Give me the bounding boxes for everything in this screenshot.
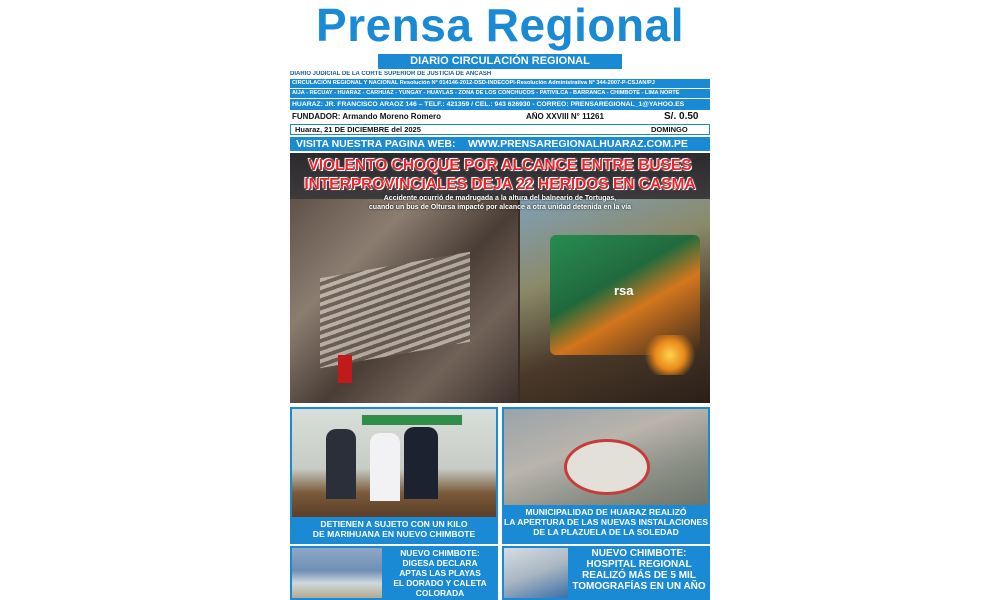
weekday-text: DOMINGO <box>651 125 688 134</box>
website-url[interactable]: WWW.PRENSAREGIONALHUARAZ.COM.PE <box>468 138 688 150</box>
date-row <box>290 124 710 135</box>
beaches-headline-line-4: EL DORADO Y CALETA <box>393 578 487 588</box>
hero-headline-line-2: INTERPROVINCIALES DEJA 22 HERIDOS EN CASMA <box>304 176 696 193</box>
masthead-subtitle: DIARIO CIRCULACIÓN REGIONAL <box>378 54 622 69</box>
crash-photo-left <box>290 195 518 403</box>
website-bar <box>290 137 710 151</box>
masthead-title: Prensa Regional <box>316 0 684 51</box>
beaches-headline-line-2: DIGESA DECLARA <box>402 558 478 568</box>
newspaper-front-page <box>288 0 712 600</box>
beaches-headline-line-1: NUEVO CHIMBOTE: <box>400 548 480 558</box>
circulation-bar: CIRCULACIÓN REGIONAL Y NACIONAL Resolución N° 014146-2012-DSD-INDECOPI-Resolución Administrativa N° 344-2007-P-CSJAN/PJ <box>290 79 710 88</box>
address-bar: HUARAZ: JR. FRANCISCO ARAOZ 146 – TELF.: 421359 / CEL.: 943 626930 - CORREO: PRENSAREGIONAL_1@YAHOO.ES <box>290 99 710 110</box>
plaza-aerial-photo <box>504 409 708 505</box>
beach-photo <box>292 548 382 598</box>
beaches-headline-line-5: COLORADA <box>415 588 465 598</box>
price: S/. 0.50 <box>664 112 699 122</box>
hospital-headline-line-2: HOSPITAL REGIONAL <box>586 559 692 570</box>
story-card-beaches[interactable] <box>290 546 498 600</box>
hospital-headline-line-1: NUEVO CHIMBOTE: <box>591 548 687 559</box>
story-card-hospital[interactable] <box>502 546 710 600</box>
hero-story[interactable] <box>290 153 710 403</box>
bus-brand-text: rsa <box>614 283 634 298</box>
website-label: VISITA NUESTRA PAGINA WEB: <box>296 138 456 150</box>
plaza-headline-line-1: MUNICIPALIDAD DE HUARAZ REALIZÓ <box>525 507 687 517</box>
hero-subhead-line-2: cuando un bus de Oltursa impactó por alcance a otra unidad detenida en la vía <box>368 204 632 211</box>
plaza-headline-line-2: LA APERTURA DE LAS NUEVAS INSTALACIONES <box>503 517 709 527</box>
arrest-headline-line-1: DETIENEN A SUJETO CON UN KILO <box>320 519 468 529</box>
arrest-photo <box>292 409 496 517</box>
founder-text: FUNDADOR: Armando Moreno Romero <box>292 112 442 121</box>
hero-headline-line-1: VIOLENTO CHOQUE POR ALCANCE ENTRE BUSES <box>308 157 692 174</box>
story-card-arrest[interactable] <box>290 407 498 544</box>
story-card-plaza[interactable] <box>502 407 710 544</box>
judicial-notice: DIARIO JUDICIAL DE LA CORTE SUPERIOR DE JUSTICIA DE ANCASH <box>290 71 492 77</box>
crash-photo-right <box>520 195 710 403</box>
hospital-photo <box>504 548 568 598</box>
date-text: Huaraz, 21 DE DICIEMBRE del 2025 <box>295 125 421 134</box>
hospital-headline-line-4: TOMOGRAFÍAS EN UN AÑO <box>572 581 706 592</box>
hero-subhead-line-1: Accidente ocurrió de madrugada a la altura del balneario de Tortugas, <box>383 195 617 202</box>
beaches-headline-line-3: APTAS LAS PLAYAS <box>399 568 481 578</box>
towns-bar: AIJA - RECUAY - HUARAZ - CARHUAZ - YUNGAY - HUAYLAS - ZONA DE LOS CONCHUCOS - PATIVILCA - BARRANCA - CHIMBOTE - LIMA NORTE <box>290 89 710 98</box>
issue-number: AÑO XXVIII N° 11261 <box>526 112 604 121</box>
hospital-headline-line-3: REALIZÓ MÁS DE 5 MIL <box>582 570 696 581</box>
arrest-headline-line-2: DE MARIHUANA EN NUEVO CHIMBOTE <box>312 529 476 539</box>
info-row <box>290 112 710 122</box>
plaza-headline-line-3: DE LA PLAZUELA DE LA SOLEDAD <box>533 527 679 537</box>
